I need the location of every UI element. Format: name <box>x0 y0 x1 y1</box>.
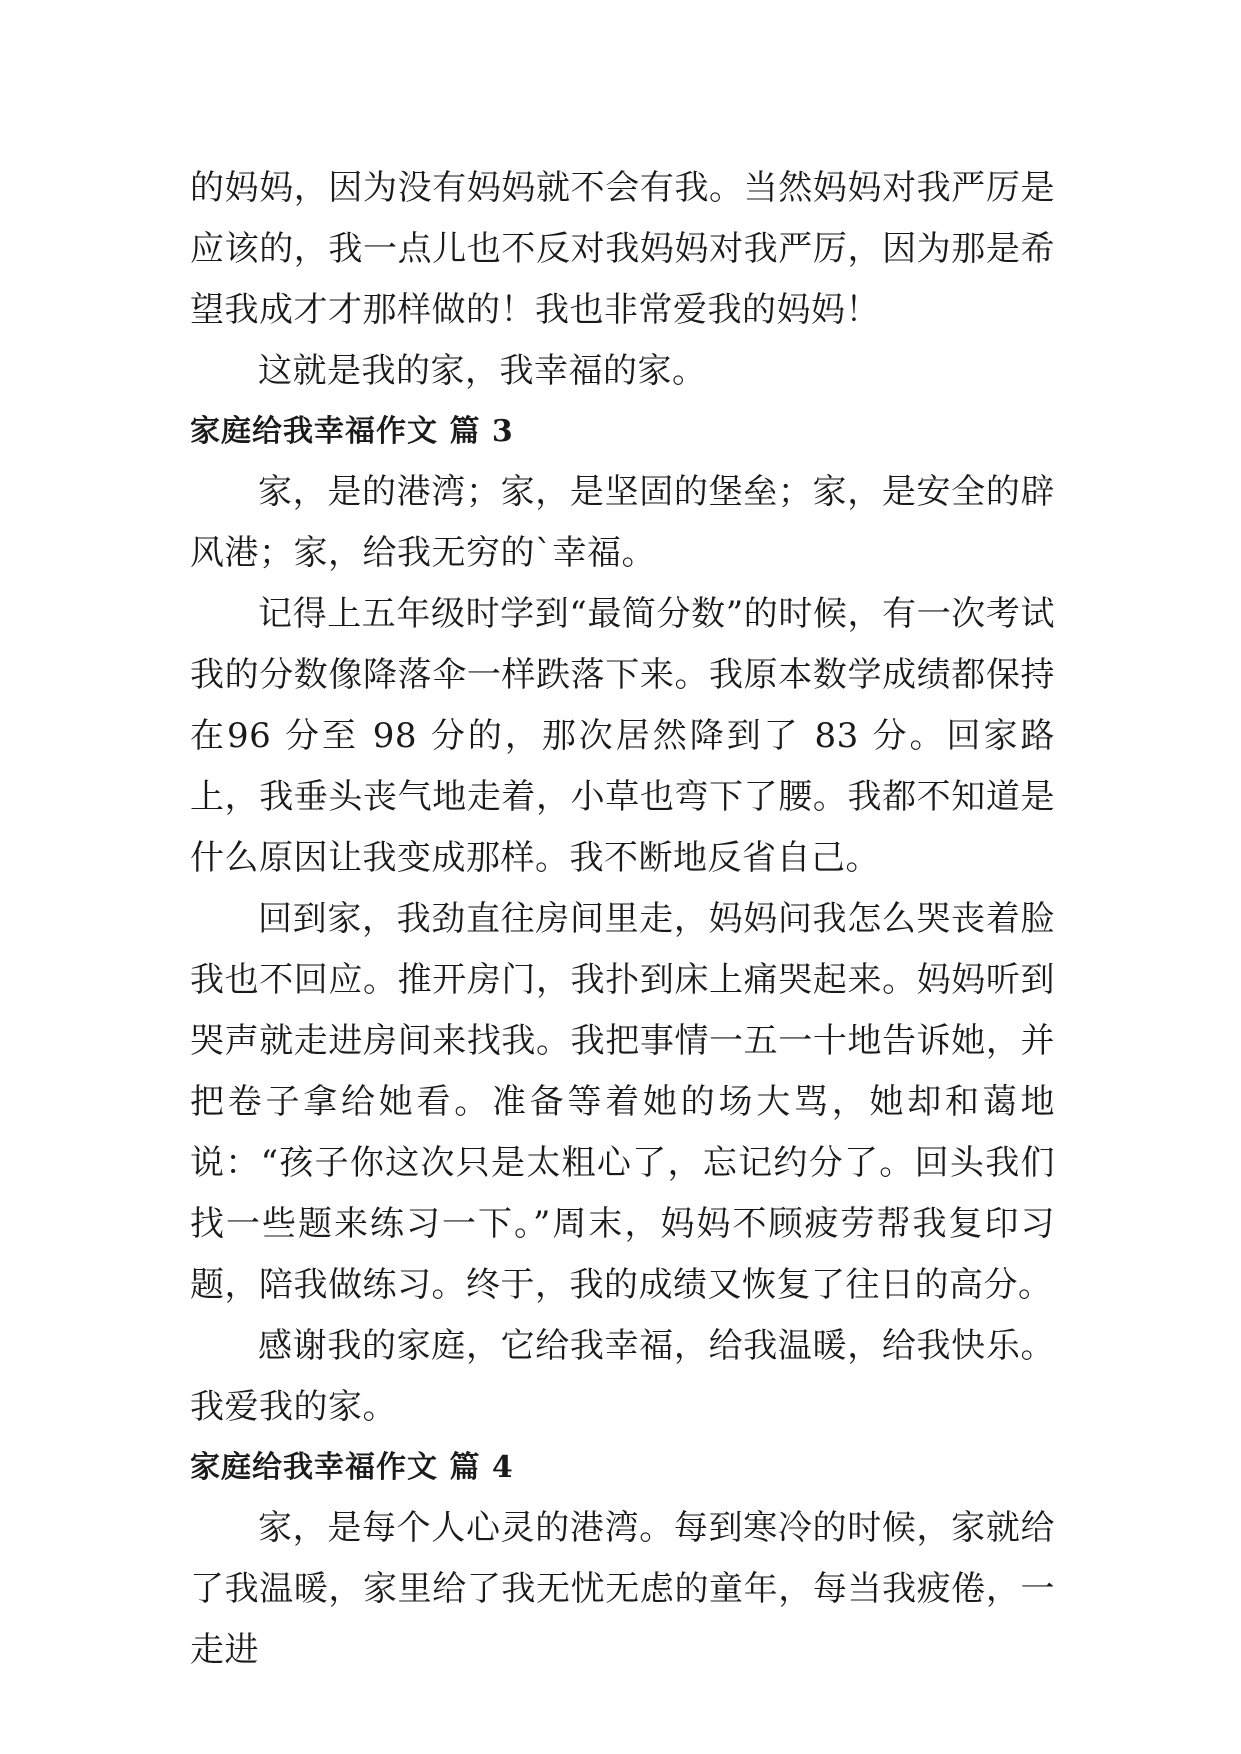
paragraph: 感谢我的家庭，它给我幸福，给我温暖，给我快乐。我爱我的家。 <box>190 1326 1055 1427</box>
paragraph: 这就是我的家，我幸福的家。 <box>258 351 707 391</box>
paragraph: 回到家，我劲直往房间里走，妈妈问我怎么哭丧着脸我也不回应。推开房门，我扑到床上痛哭起来。妈妈听到哭声就走进房间来找我。我把事情一五一十地告诉她，并把卷子拿给她看。准备等着她的场大骂，她却和蔼地说：“孩子你这次只是太粗心了，忘记约分了。回头我们找一些题来练习一下。”周末，妈妈不顾疲劳帮我复印习题，陪我做练习。终于，我的成绩又恢复了往日的高分。 <box>190 899 1055 1305</box>
paragraph: 家，是的港湾；家，是坚固的堡垒；家，是安全的辟风港；家，给我无穷的`幸福。 <box>190 472 1055 573</box>
section-heading: 家庭给我幸福作文 篇 3 <box>190 414 514 449</box>
paragraph: 记得上五年级时学到“最简分数”的时候，有一次考试我的分数像降落伞一样跌落下来。我原本数学成绩都保持在96 分至 98 分的，那次居然降到了 83 分。回家路上，我垂头丧气地走着，小草也弯下了腰。我都不知道是什么原因让我变成那样。我不断地反省自己。 <box>190 594 1055 878</box>
paragraph: 家，是每个人心灵的港湾。每到寒冷的时候，家就给了我温暖，家里给了我无忧无虑的童年，每当我疲倦，一走进 <box>190 1508 1055 1670</box>
section-heading: 家庭给我幸福作文 篇 4 <box>190 1450 514 1485</box>
paragraph: 的妈妈，因为没有妈妈就不会有我。当然妈妈对我严厉是应该的，我一点儿也不反对我妈妈对我严厉，因为那是希望我成才才那样做的！我也非常爱我的妈妈！ <box>190 168 1055 330</box>
document-body <box>190 158 1055 1681</box>
